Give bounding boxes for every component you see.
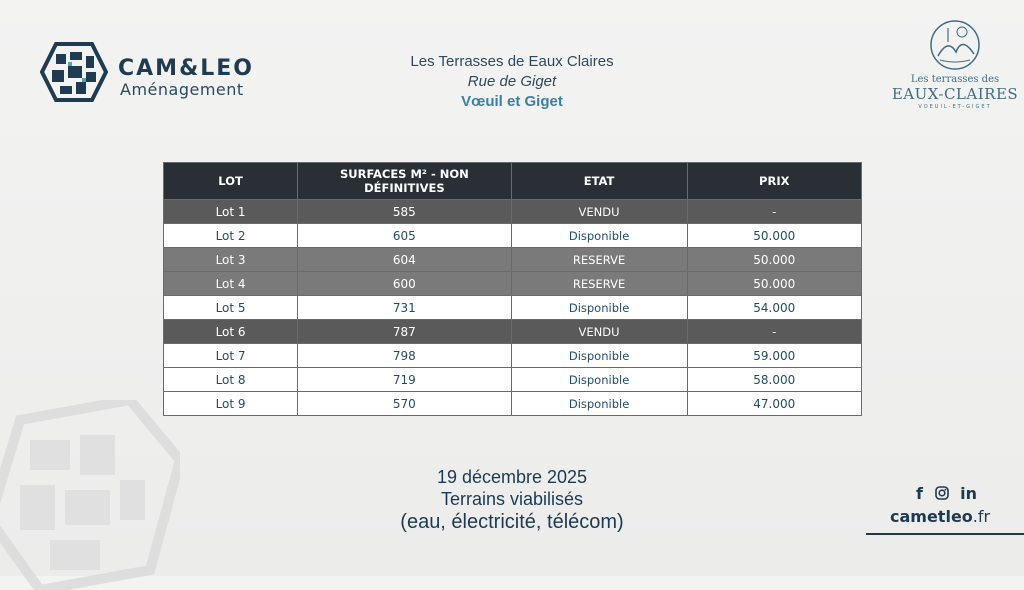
cell-lot: Lot 8 <box>164 368 298 392</box>
cell-lot: Lot 4 <box>164 272 298 296</box>
table-row <box>164 392 862 416</box>
col-header-etat: ETAT <box>511 163 687 200</box>
cell-etat: VENDU <box>511 320 687 344</box>
table-row <box>164 320 862 344</box>
table-row <box>164 248 862 272</box>
facebook-icon[interactable]: f <box>916 484 923 503</box>
cell-lot: Lot 7 <box>164 344 298 368</box>
cell-surface: 605 <box>298 224 511 248</box>
cell-lot: Lot 2 <box>164 224 298 248</box>
table-row <box>164 344 862 368</box>
cell-prix: 50.000 <box>687 224 861 248</box>
cell-lot: Lot 6 <box>164 320 298 344</box>
brand-subtitle: Aménagement <box>120 80 244 99</box>
social-links <box>916 484 983 503</box>
cell-surface: 787 <box>298 320 511 344</box>
cell-etat: Disponible <box>511 344 687 368</box>
linkedin-icon[interactable]: in <box>960 484 977 503</box>
website-name: cametleo <box>890 507 973 526</box>
cell-surface: 604 <box>298 248 511 272</box>
partner-line3: VOEUIL-ET-GIGET <box>918 104 992 110</box>
table-row <box>164 200 862 224</box>
col-header-lot: LOT <box>164 163 298 200</box>
table-row <box>164 272 862 296</box>
footer-info <box>0 466 1024 534</box>
cell-prix: 58.000 <box>687 368 861 392</box>
cell-lot: Lot 9 <box>164 392 298 416</box>
cell-lot: Lot 1 <box>164 200 298 224</box>
cell-etat: Disponible <box>511 392 687 416</box>
table-row <box>164 368 862 392</box>
cell-prix: 50.000 <box>687 272 861 296</box>
website-tld: .fr <box>972 507 991 526</box>
cell-surface: 798 <box>298 344 511 368</box>
divider <box>866 533 1024 535</box>
cell-prix: 54.000 <box>687 296 861 320</box>
cell-surface: 570 <box>298 392 511 416</box>
cell-etat: RESERVE <box>511 248 687 272</box>
project-town: Vœuil et Giget <box>461 93 563 110</box>
cell-etat: Disponible <box>511 224 687 248</box>
footer-date: 19 décembre 2025 <box>436 467 588 487</box>
cell-lot: Lot 3 <box>164 248 298 272</box>
cell-prix: 50.000 <box>687 248 861 272</box>
cell-prix: - <box>687 320 861 344</box>
table-row <box>164 224 862 248</box>
cell-prix: 59.000 <box>687 344 861 368</box>
cell-etat: VENDU <box>511 200 687 224</box>
cell-surface: 600 <box>298 272 511 296</box>
col-header-surface: SURFACES M² - NON DÉFINITIVES <box>298 163 511 200</box>
eaux-claires-logo <box>890 18 1020 118</box>
footer-serviced: Terrains viabilisés <box>440 489 584 509</box>
website-link[interactable] <box>890 507 990 526</box>
col-header-prix: PRIX <box>687 163 861 200</box>
eaux-claires-emblem-icon <box>890 18 1020 74</box>
cell-surface: 719 <box>298 368 511 392</box>
lots-table <box>163 162 862 416</box>
cell-etat: Disponible <box>511 296 687 320</box>
brand-name: CAM&LEO <box>118 56 254 81</box>
cell-prix: 47.000 <box>687 392 861 416</box>
table-header-row <box>164 163 862 200</box>
cell-lot: Lot 5 <box>164 296 298 320</box>
project-title: Les Terrasses de Eaux Claires <box>410 53 614 70</box>
cell-surface: 585 <box>298 200 511 224</box>
partner-line1: Les terrasses des <box>910 74 1000 85</box>
footer-utilities: (eau, électricité, télécom) <box>400 511 624 533</box>
project-street: Rue de Giget <box>467 73 557 90</box>
instagram-icon[interactable] <box>935 484 955 503</box>
cell-etat: Disponible <box>511 368 687 392</box>
cell-prix: - <box>687 200 861 224</box>
table-row <box>164 296 862 320</box>
cell-etat: RESERVE <box>511 272 687 296</box>
partner-line2: EAUX-CLAIRES <box>891 85 1019 103</box>
page-header <box>0 52 1024 112</box>
cell-surface: 731 <box>298 296 511 320</box>
